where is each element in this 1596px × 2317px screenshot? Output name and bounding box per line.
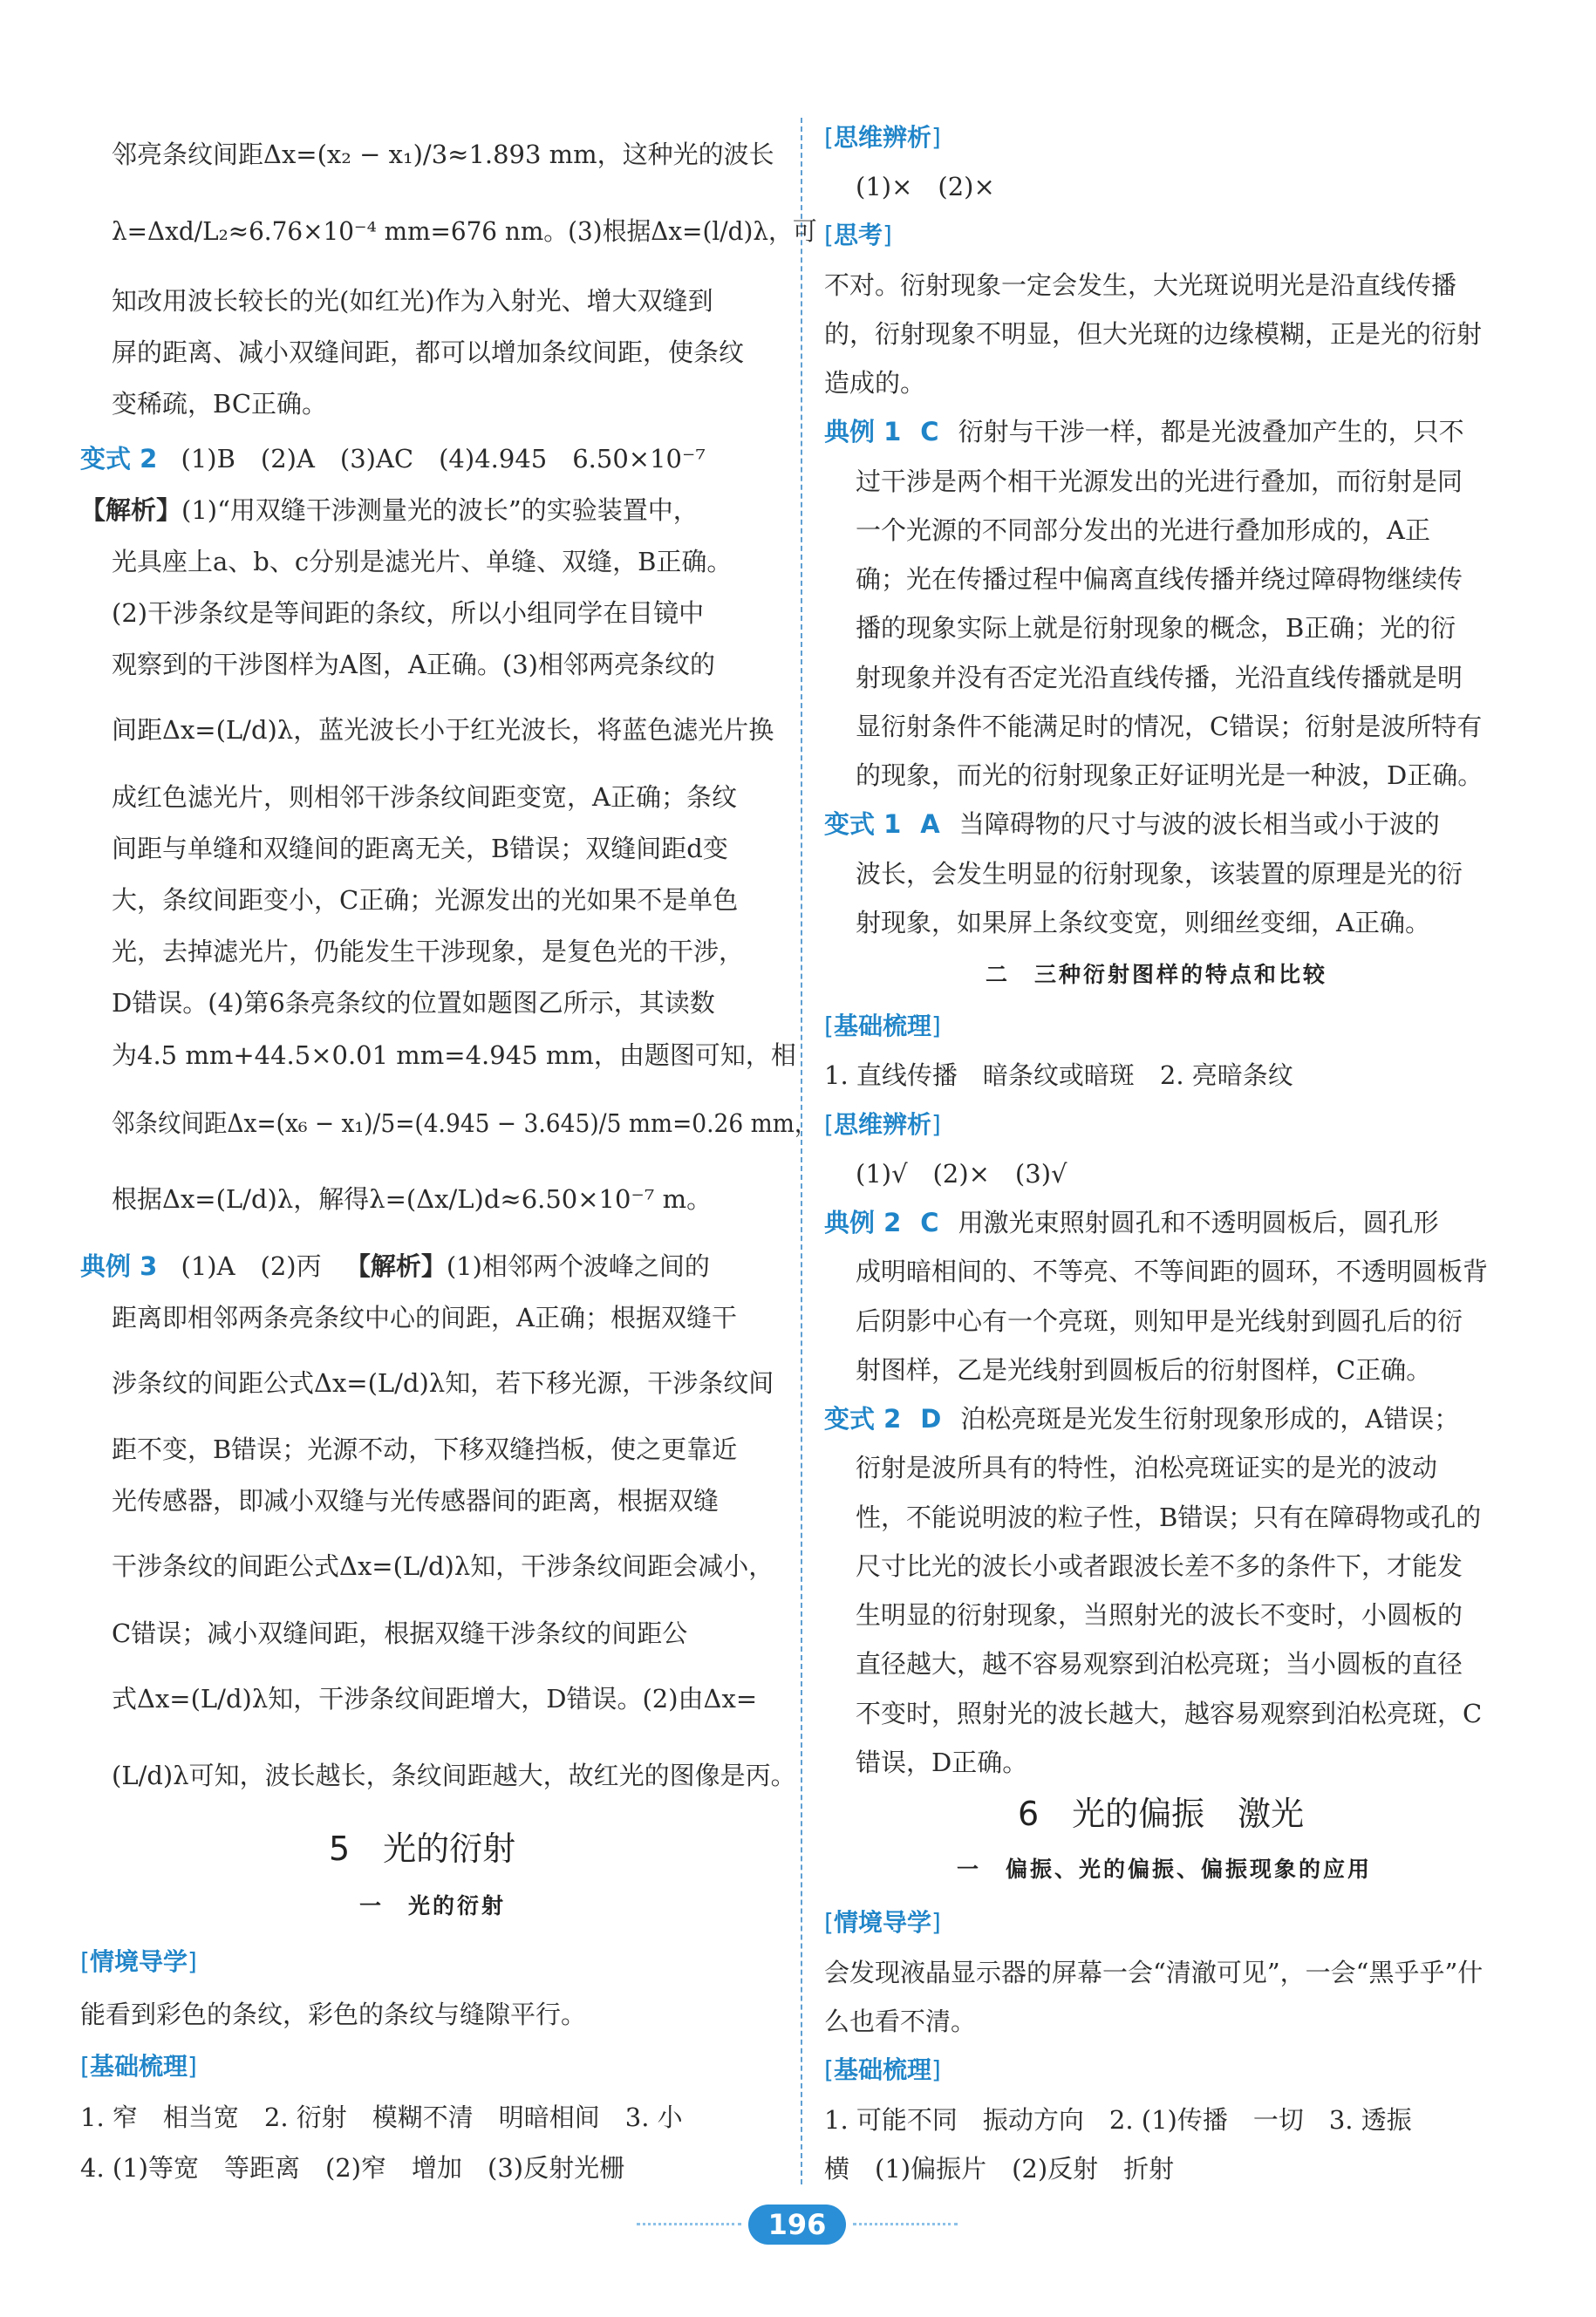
jichu-tag: [基础梳理] xyxy=(824,1012,941,1040)
dianli2-text: 用激光束照射圆孔和不透明圆板后，圆孔形 xyxy=(958,1208,1439,1237)
bianshi1-line xyxy=(824,807,1440,842)
jiexi-label: 【解析】 xyxy=(80,495,182,525)
page-number-ornament-right xyxy=(853,2223,958,2229)
jichu2-line-1: 1. 可能不同 振动方向 2. (1)传播 一切 3. 透振 xyxy=(824,2105,1412,2135)
text-line: 确；光在传播过程中偏离直线传播并绕过障碍物继续传 xyxy=(856,564,1463,594)
text-line: 造成的。 xyxy=(824,368,926,398)
bianshi2-text: 泊松亮斑是光发生衍射现象形成的，A错误； xyxy=(960,1404,1460,1434)
text-line: C错误；减小双缝间距，根据双缝干涉条纹的间距公 xyxy=(112,1618,688,1648)
column-divider xyxy=(801,118,802,2184)
dianli2-label: 典例 2 xyxy=(824,1208,902,1237)
dianli3-text: (1)相邻两个波峰之间的 xyxy=(446,1251,710,1281)
text-line: 不对。衍射现象一定会发生，大光斑说明光是沿直线传播 xyxy=(824,270,1457,300)
dianli3-jiexi-label: 【解析】 xyxy=(344,1251,447,1281)
text-line: 的，衍射现象不明显，但大光斑的边缘模糊，正是光的衍射 xyxy=(824,319,1483,349)
text-line: 式Δx=(L/d)λ知，干涉条纹间距增大，D错误。(2)由Δx= xyxy=(112,1684,758,1714)
sikao-tag: [思考] xyxy=(824,221,892,249)
text-line: 为4.5 mm+44.5×0.01 mm=4.945 mm，由题图可知，相 xyxy=(112,1040,796,1070)
text-line: 邻亮条纹间距Δx=(x₂ − x₁)/3≈1.893 mm，这种光的波长 xyxy=(112,140,774,169)
dianli2-answer: C xyxy=(920,1208,939,1237)
text-line: 根据Δx=(L/d)λ，解得λ=(Δx/L)d≈6.50×10⁻⁷ m。 xyxy=(112,1184,713,1214)
bianshi2-line xyxy=(824,1401,1459,1436)
text-line: 一个光源的不同部分发出的光进行叠加形成的，A正 xyxy=(856,515,1430,545)
jiexi-line xyxy=(80,493,699,528)
bianshi2-answer-line xyxy=(80,441,706,476)
text-line: 屏的距离、减小双缝间距，都可以增加条纹间距，使条纹 xyxy=(112,337,745,367)
section6-subtitle: 一 偏振、光的偏振、偏振现象的应用 xyxy=(957,1857,1373,1882)
text-line: 么也看不清。 xyxy=(824,2007,977,2036)
jichu-line-2: 4. (1)等宽 等距离 (2)窄 增加 (3)反射光栅 xyxy=(80,2153,625,2183)
jichu2-tag: [基础梳理] xyxy=(824,2055,941,2084)
bianshi2-answer: D xyxy=(920,1404,942,1434)
text-line: 波长，会发生明显的衍射现象，该装置的原理是光的衍 xyxy=(856,859,1463,889)
dianli3-line xyxy=(80,1249,710,1284)
jiexi-text: (1)“用双缝干涉测量光的波长”的实验装置中， xyxy=(181,495,699,525)
text-line: 衍射是波所具有的特性，泊松亮斑证实的是光的波动 xyxy=(856,1453,1438,1482)
text-line: 光传感器，即减小双缝与光传感器间的距离，根据双缝 xyxy=(112,1486,720,1516)
text-line: 大，条纹间距变小，C正确；光源发出的光如果不是单色 xyxy=(112,885,739,915)
text-line: 邻条纹间距Δx=(x₆ − x₁)/5=(4.945 − 3.645)/5 mm=0.26 mm， xyxy=(112,1108,818,1138)
qingjing-text: 能看到彩色的条纹，彩色的条纹与缝隙平行。 xyxy=(80,2000,587,2029)
text-line: 间距与单缝和双缝间的距离无关，B错误；双缝间距d变 xyxy=(112,834,728,863)
bianshi1-text: 当障碍物的尺寸与波的波长相当或小于波的 xyxy=(958,809,1440,839)
dianli1-label: 典例 1 xyxy=(824,417,902,446)
text-line: 干涉条纹的间距公式Δx=(L/d)λ知，干涉条纹间距会减小， xyxy=(112,1551,774,1581)
text-line: 尺寸比光的波长小或者跟波长差不多的条件下，才能发 xyxy=(856,1551,1463,1581)
dianli1-line xyxy=(824,414,1464,449)
section2-subtitle: 二 三种衍射图样的特点和比较 xyxy=(986,962,1328,987)
text-line: 成红色滤光片，则相邻干涉条纹间距变宽，A正确；条纹 xyxy=(112,782,737,812)
bianshi2-answer: (1)B (2)A (3)AC (4)4.945 6.50×10⁻⁷ xyxy=(181,444,706,474)
dianli1-text: 衍射与干涉一样，都是光波叠加产生的，只不 xyxy=(958,417,1464,446)
qingjing-tag: [情境导学] xyxy=(80,1947,197,1976)
bianshi1-label: 变式 1 xyxy=(824,809,902,839)
siwei-text: (1)× (2)× xyxy=(856,172,995,201)
dianli2-line xyxy=(824,1205,1439,1240)
text-line: 不变时，照射光的波长越大，越容易观察到泊松亮斑，C xyxy=(856,1699,1483,1728)
dianli3-label: 典例 3 xyxy=(80,1251,158,1281)
text-line: 过干涉是两个相干光源发出的光进行叠加，而衍射是同 xyxy=(856,467,1463,496)
text-line: 显衍射条件不能满足时的情况，C错误；衍射是波所特有 xyxy=(856,712,1483,741)
siwei2-tag: [思维辨析] xyxy=(824,1110,941,1139)
text-line: 的现象，而光的衍射现象正好证明光是一种波，D正确。 xyxy=(856,760,1483,790)
text-line: 距不变，B错误；光源不动，下移双缝挡板，使之更靠近 xyxy=(112,1434,738,1464)
text-line: 光具座上a、b、c分别是滤光片、单缝、双缝，B正确。 xyxy=(112,547,733,576)
text-line: 距离即相邻两条亮条纹中心的间距，A正确；根据双缝干 xyxy=(112,1303,737,1332)
page-number-ornament-left xyxy=(637,2223,741,2229)
text-line: 错误，D正确。 xyxy=(856,1748,1028,1777)
text-line: (2)干涉条纹是等间距的条纹，所以小组同学在目镜中 xyxy=(112,598,705,628)
text-line: (L/d)λ可知，波长越长，条纹间距越大，故红光的图像是丙。 xyxy=(112,1761,796,1790)
text-line: 观察到的干涉图样为A图，A正确。(3)相邻两亮条纹的 xyxy=(112,650,715,679)
bianshi1-answer: A xyxy=(920,809,940,839)
text-line: 涉条纹的间距公式Δx=(L/d)λ知，若下移光源，干涉条纹间 xyxy=(112,1368,774,1398)
dianli3-answer: (1)A (2)丙 xyxy=(181,1251,322,1281)
text-line: 间距Δx=(L/d)λ，蓝光波长小于红光波长，将蓝色滤光片换 xyxy=(112,715,774,745)
text-line: 射图样，乙是光线射到圆板后的衍射图样，C正确。 xyxy=(856,1355,1432,1385)
dianli1-answer: C xyxy=(920,417,939,446)
text-line: 生明显的衍射现象，当照射光的波长不变时，小圆板的 xyxy=(856,1600,1463,1630)
text-line: 性，不能说明波的粒子性，B错误；只有在障碍物或孔的 xyxy=(856,1503,1482,1532)
qingjing-tag: [情境导学] xyxy=(824,1908,941,1937)
section5-title: 5 光的衍射 xyxy=(329,1830,516,1868)
jichu2-line-2: 横 (1)偏振片 (2)反射 折射 xyxy=(824,2154,1175,2184)
page-number: 196 xyxy=(748,2205,846,2245)
text-line: 直径越大，越不容易观察到泊松亮斑；当小圆板的直径 xyxy=(856,1649,1463,1679)
text-line: 会发现液晶显示器的屏幕一会“清澈可见”，一会“黑乎乎”什 xyxy=(824,1958,1483,1987)
text-line: 成明暗相间的、不等亮、不等间距的圆环，不透明圆板背 xyxy=(856,1257,1489,1286)
text-line: 后阴影中心有一个亮斑，则知甲是光线射到圆孔后的衍 xyxy=(856,1306,1463,1336)
jichu-text: 1. 直线传播 暗条纹或暗斑 2. 亮暗条纹 xyxy=(824,1060,1293,1090)
text-line: λ=Δxd/L₂≈6.76×10⁻⁴ mm=676 nm。(3)根据Δx=(l/d)λ，可 xyxy=(112,216,817,246)
text-line: 射现象并没有否定光沿直线传播，光沿直线传播就是明 xyxy=(856,663,1463,692)
text-line: 光，去掉滤光片，仍能发生干涉现象，是复色光的干涉， xyxy=(112,937,745,966)
text-line: 射现象，如果屏上条纹变宽，则细丝变细，A正确。 xyxy=(856,908,1430,937)
jichu-tag: [基础梳理] xyxy=(80,2052,197,2081)
siwei-tag: [思维辨析] xyxy=(824,123,941,152)
section5-subtitle: 一 光的衍射 xyxy=(359,1893,507,1918)
siwei2-text: (1)√ (2)× (3)√ xyxy=(856,1159,1067,1189)
text-line: D错误。(4)第6条亮条纹的位置如题图乙所示，其读数 xyxy=(112,988,715,1018)
bianshi2-label: 变式 2 xyxy=(80,444,158,474)
section6-title: 6 光的偏振 激光 xyxy=(1018,1795,1305,1833)
text-line: 播的现象实际上就是衍射现象的概念，B正确；光的衍 xyxy=(856,613,1456,643)
bianshi2-label: 变式 2 xyxy=(824,1404,902,1434)
text-line: 知改用波长较长的光(如红光)作为入射光、增大双缝到 xyxy=(112,286,713,316)
text-line: 变稀疏，BC正确。 xyxy=(112,389,328,419)
jichu-line-1: 1. 窄 相当宽 2. 衍射 模糊不清 明暗相间 3. 小 xyxy=(80,2102,683,2132)
